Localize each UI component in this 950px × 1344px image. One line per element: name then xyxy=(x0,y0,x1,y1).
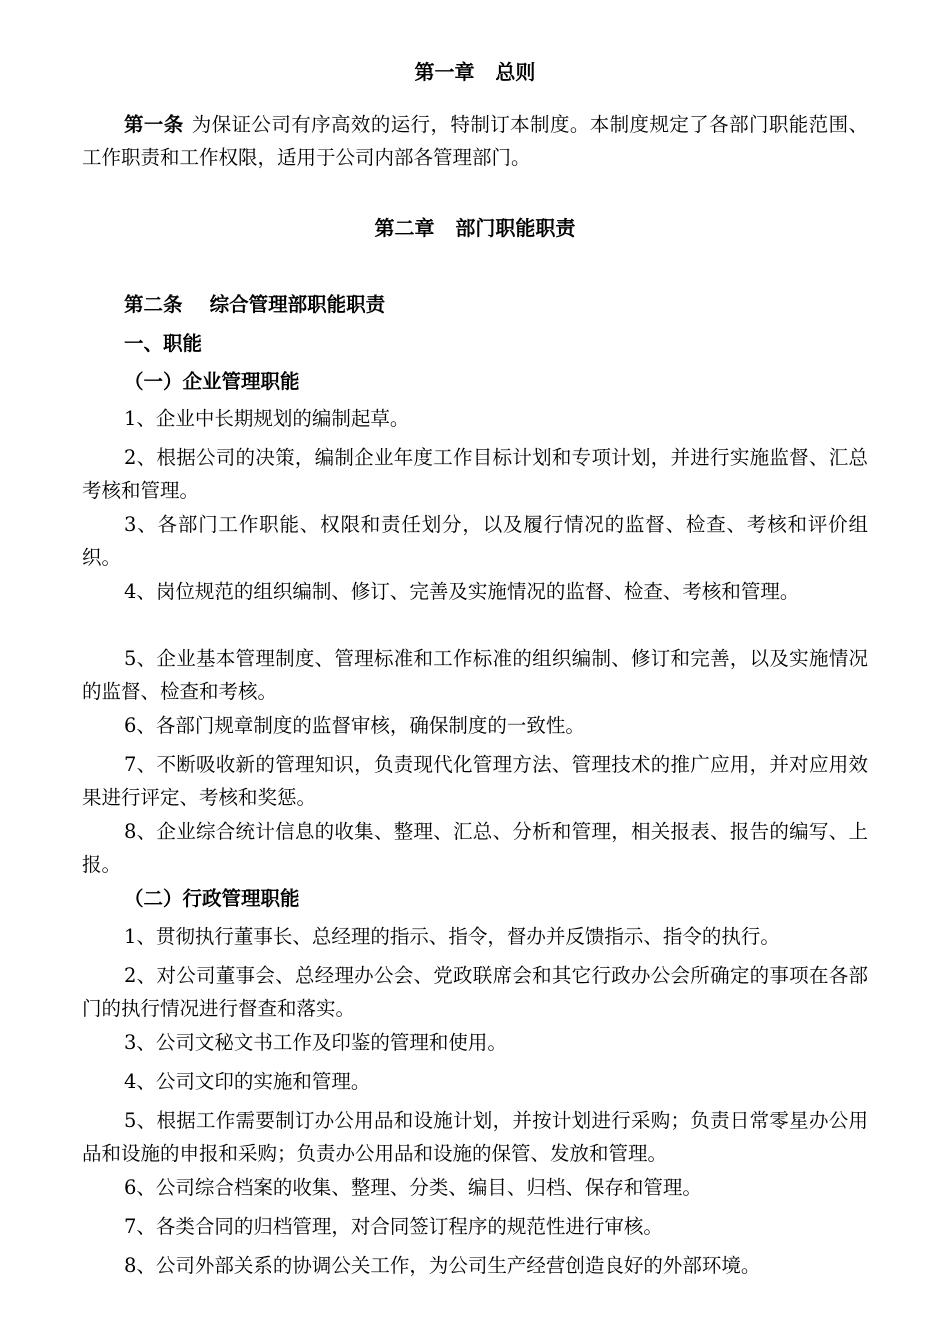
article-1-text: 为保证公司有序高效的运行，特制订本制度。本制度规定了各部门职能范围、工作职责和工作权限，适用于公司内部各管理部门。 xyxy=(82,113,868,169)
list-item: 5、企业基本管理制度、管理标准和工作标准的组织编制、修订和完善，以及实施情况的监督、检查和考核。 xyxy=(82,647,868,703)
article-1-paragraph xyxy=(82,108,868,174)
subsection-enterprise-management-heading: （一）企业管理职能 xyxy=(124,370,300,393)
list-item: 3、各部门工作职能、权限和责任划分，以及履行情况的监督、检查、考核和评价组织。 xyxy=(82,513,868,569)
list-item: 6、各部门规章制度的监督审核，确保制度的一致性。 xyxy=(124,714,585,737)
list-item: 5、根据工作需要制订办公用品和设施计划，并按计划进行采购；负责日常零星办公用品和设施的申报和采购；负责办公用品和设施的保管、发放和管理。 xyxy=(82,1109,868,1165)
chapter-2-title: 第二章 部门职能职责 xyxy=(374,216,576,240)
article-2-heading: 第二条 综合管理部职能职责 xyxy=(124,293,386,316)
list-item: 7、不断吸收新的管理知识，负责现代化管理方法、管理技术的推广应用，并对应用效果进行评定、考核和奖惩。 xyxy=(82,753,868,809)
list-item: 8、企业综合统计信息的收集、整理、汇总、分析和管理，相关报表、报告的编写、上报。 xyxy=(82,820,868,876)
list-item: 8、公司外部关系的协调公关工作，为公司生产经营创造良好的外部环境。 xyxy=(124,1254,761,1277)
list-item: 3、公司文秘文书工作及印鉴的管理和使用。 xyxy=(124,1031,507,1054)
section-functions-heading: 一、职能 xyxy=(124,332,203,355)
list-item: 2、对公司董事会、总经理办公会、党政联席会和其它行政办公会所确定的事项在各部门的执行情况进行督查和落实。 xyxy=(82,964,868,1020)
list-item: 2、根据公司的决策，编制企业年度工作目标计划和专项计划，并进行实施监督、汇总考核和管理。 xyxy=(82,446,868,502)
list-item: 4、公司文印的实施和管理。 xyxy=(124,1070,371,1093)
chapter-1-title: 第一章 总则 xyxy=(414,60,536,84)
list-item: 1、企业中长期规划的编制起草。 xyxy=(124,407,410,430)
subsection-administrative-management-heading: （二）行政管理职能 xyxy=(124,887,300,910)
list-item: 6、公司综合档案的收集、整理、分类、编目、归档、保存和管理。 xyxy=(124,1176,702,1199)
list-item: 1、贯彻执行董事长、总经理的指示、指令，督办并反馈指示、指令的执行。 xyxy=(124,925,780,948)
article-1-label: 第一条 xyxy=(124,113,184,136)
list-item: 4、岗位规范的组织编制、修订、完善及实施情况的监督、检查、考核和管理。 xyxy=(124,580,800,603)
list-item: 7、各类合同的归档管理，对合同签订程序的规范性进行审核。 xyxy=(124,1215,663,1238)
